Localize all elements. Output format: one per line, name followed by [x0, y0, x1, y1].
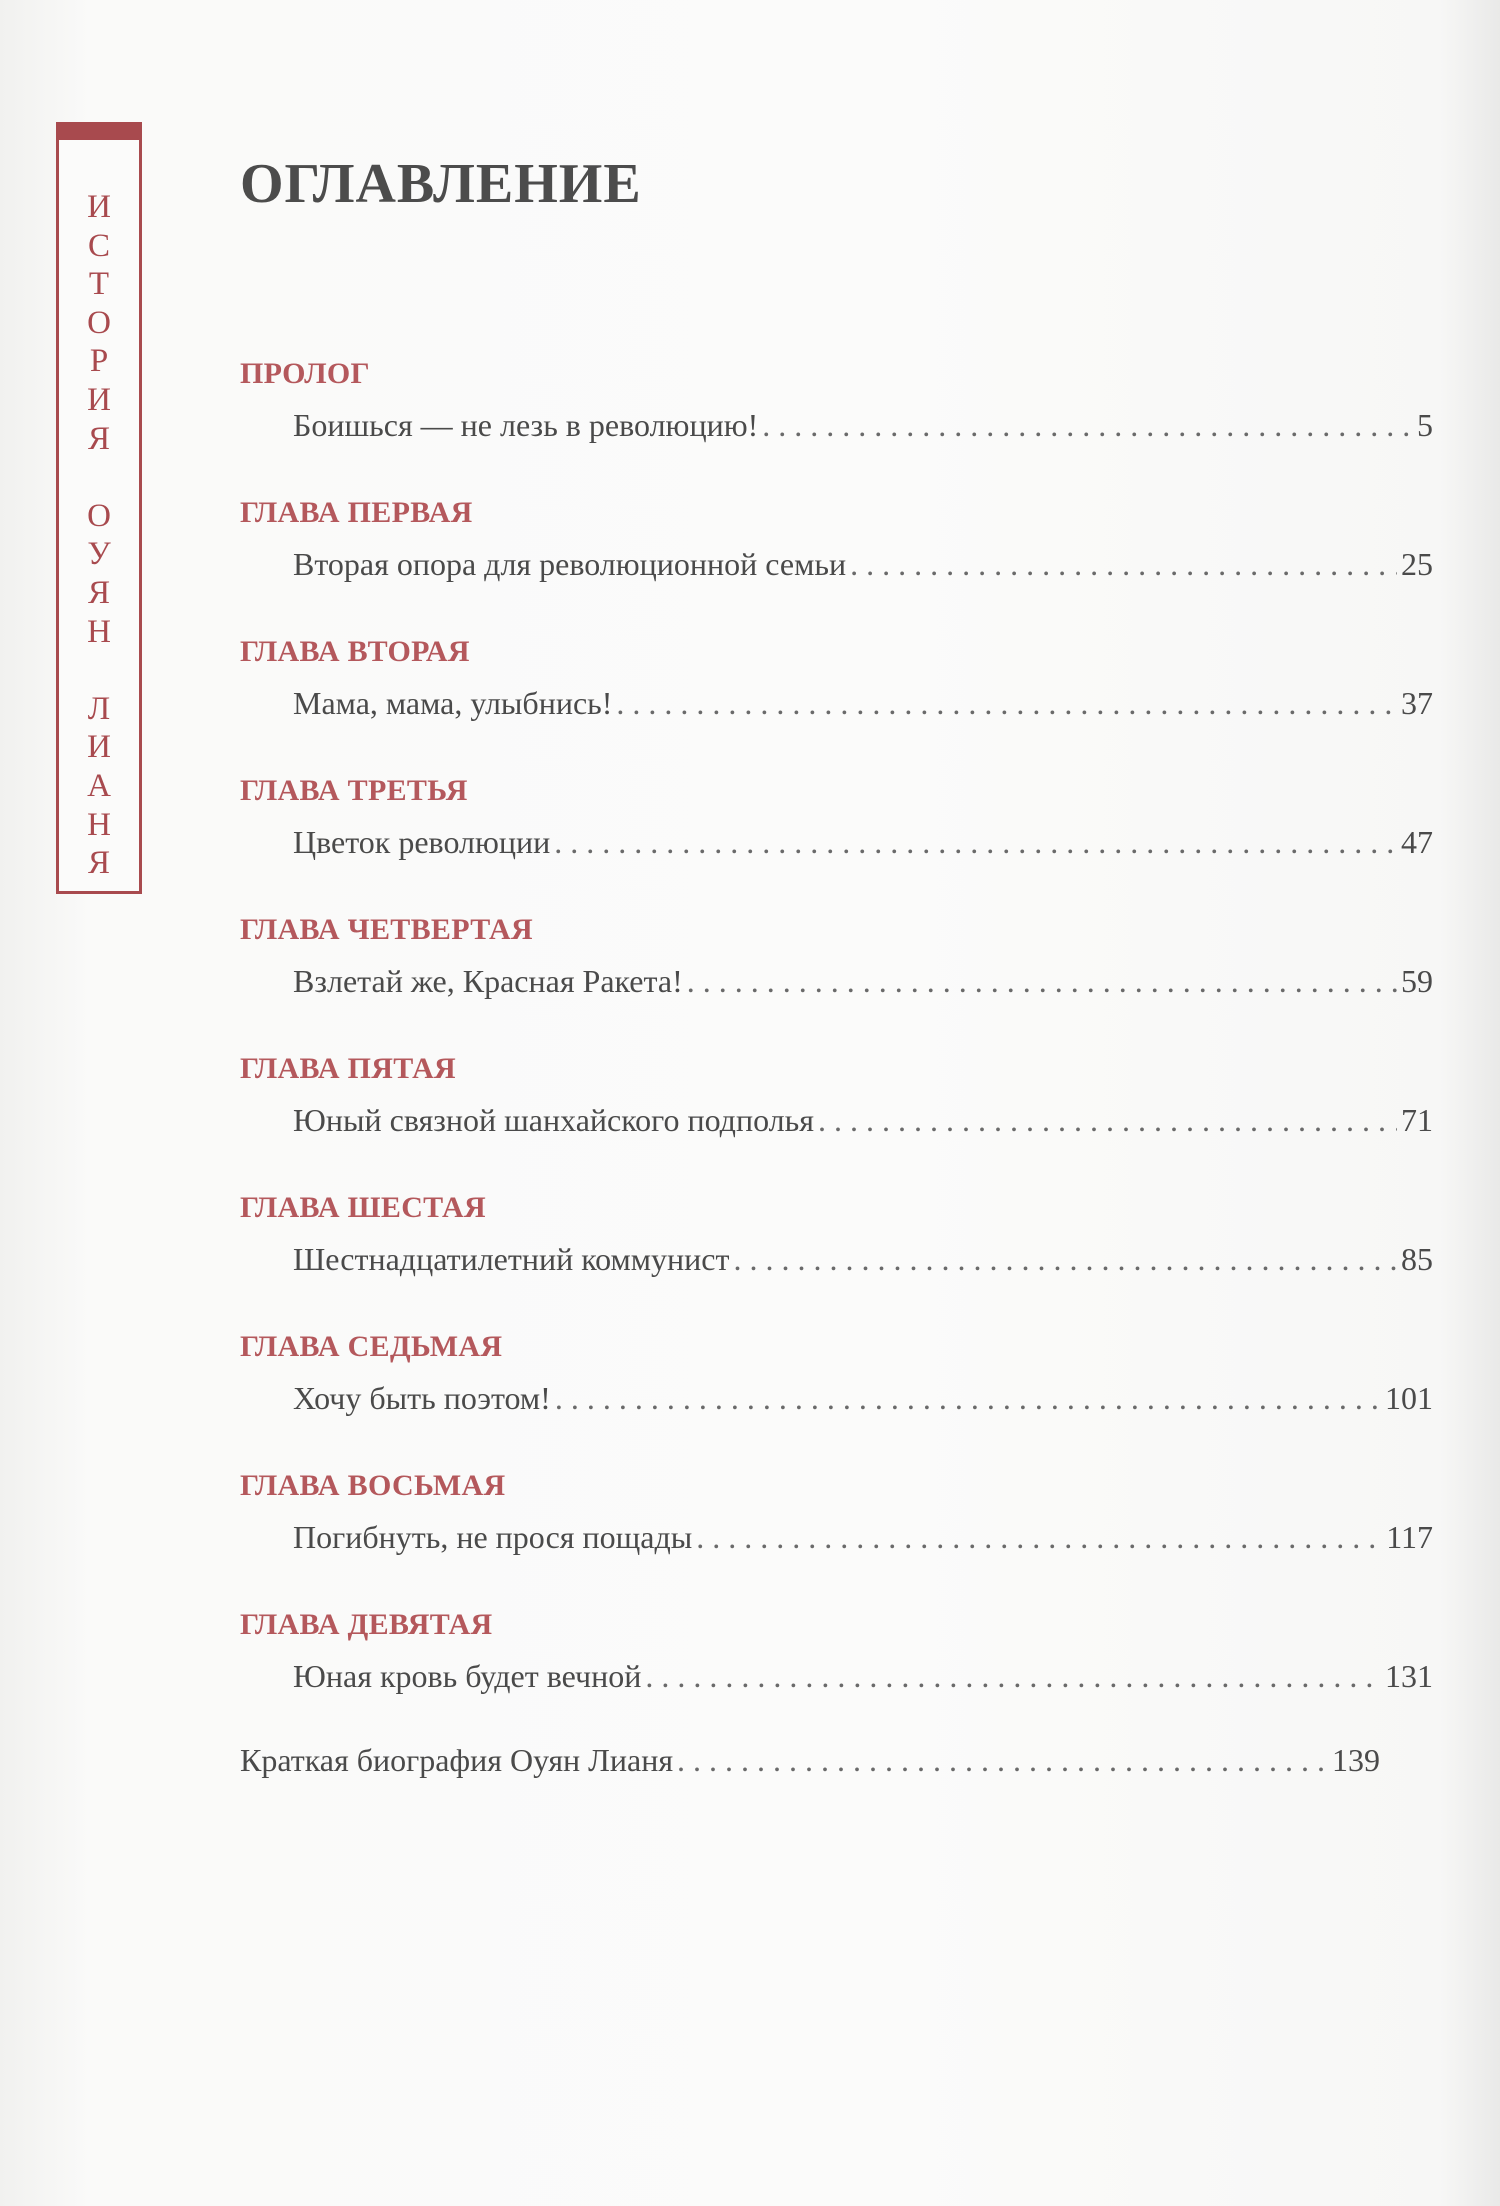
chapter-label: ГЛАВА ШЕСТАЯ	[240, 1191, 486, 1224]
side-tab-letter: О	[87, 304, 111, 341]
chapter-label: ПРОЛОГ	[240, 357, 370, 390]
chapter-label: ГЛАВА ТРЕТЬЯ	[240, 774, 468, 807]
toc-entry-biography[interactable]	[240, 1742, 1380, 1779]
entry-title: Юный связной шанхайского подполья	[293, 1102, 814, 1138]
page-number: 85	[1401, 1241, 1433, 1277]
side-tab-letter: У	[87, 536, 111, 573]
side-tab-letter: Л	[87, 690, 111, 727]
dot-leader	[645, 1658, 1381, 1695]
toc-entry[interactable]	[293, 685, 1433, 722]
toc-entry[interactable]	[293, 1380, 1433, 1417]
side-tab-letter: А	[87, 767, 111, 804]
entry-title: Хочу быть поэтом!	[293, 1380, 551, 1416]
toc-entry[interactable]	[293, 546, 1433, 583]
entry-title: Боишься — не лезь в революцию!	[293, 407, 759, 443]
page-number: 71	[1401, 1102, 1433, 1138]
page-number: 131	[1385, 1658, 1433, 1694]
toc-entry[interactable]	[293, 1241, 1433, 1278]
entry-title: Шестнадцатилетний коммунист	[293, 1241, 730, 1277]
page-number: 117	[1386, 1519, 1433, 1555]
entry-title: Краткая биография Оуян Лианя	[240, 1742, 674, 1778]
page-title: ОГЛАВЛЕНИЕ	[240, 153, 642, 215]
entry-title: Вторая опора для революционной семьи	[293, 546, 847, 582]
side-tab-letter: Н	[87, 613, 111, 650]
side-tab-letter: Я	[87, 574, 110, 611]
dot-leader	[677, 1742, 1328, 1779]
chapter-label: ГЛАВА ПЕРВАЯ	[240, 496, 473, 529]
dot-leader	[555, 1380, 1381, 1417]
page-number: 25	[1401, 546, 1433, 582]
chapter-label: ГЛАВА ПЯТАЯ	[240, 1052, 457, 1085]
side-tab-letter: Я	[87, 420, 110, 457]
toc-entry[interactable]	[293, 407, 1433, 444]
entry-title: Юная кровь будет вечной	[293, 1658, 642, 1694]
entry-title: Взлетай же, Красная Ракета!	[293, 963, 683, 999]
side-tab-letter: О	[87, 497, 111, 534]
page-number: 47	[1401, 824, 1433, 860]
dot-leader	[850, 546, 1397, 583]
side-tab-letter: И	[87, 381, 111, 418]
dot-leader	[616, 685, 1397, 722]
toc-entry[interactable]	[293, 824, 1433, 861]
side-tab-text	[59, 188, 139, 883]
dot-leader	[762, 407, 1413, 444]
side-tab-letter: Я	[87, 845, 110, 882]
toc-entry[interactable]	[293, 963, 1433, 1000]
page-number: 101	[1385, 1380, 1433, 1416]
chapter-label: ГЛАВА ДЕВЯТАЯ	[240, 1608, 493, 1641]
dot-leader	[818, 1102, 1397, 1139]
dot-leader	[554, 824, 1397, 861]
page-number: 59	[1401, 963, 1433, 999]
chapter-label: ГЛАВА ЧЕТВЕРТАЯ	[240, 913, 533, 946]
entry-title: Цветок революции	[293, 824, 551, 860]
dot-leader	[733, 1241, 1397, 1278]
dot-leader	[687, 963, 1397, 1000]
chapter-label: ГЛАВА ВТОРАЯ	[240, 635, 470, 668]
toc-entry[interactable]	[293, 1102, 1433, 1139]
entry-title: Мама, мама, улыбнись!	[293, 685, 613, 721]
chapter-label: ГЛАВА СЕДЬМАЯ	[240, 1330, 503, 1363]
toc-entry[interactable]	[293, 1658, 1433, 1695]
side-tab	[56, 122, 142, 894]
page-number: 37	[1401, 685, 1433, 721]
side-tab-letter: С	[87, 227, 110, 264]
side-tab-letter: Н	[87, 806, 111, 843]
side-tab-letter: Т	[88, 266, 110, 303]
entry-title: Погибнуть, не прося пощады	[293, 1519, 693, 1555]
side-tab-letter: Р	[89, 343, 109, 380]
side-tab-letter: И	[87, 729, 111, 766]
page-number: 139	[1332, 1742, 1380, 1778]
chapter-label: ГЛАВА ВОСЬМАЯ	[240, 1469, 506, 1502]
dot-leader	[696, 1519, 1382, 1556]
toc-entry[interactable]	[293, 1519, 1433, 1556]
side-tab-letter: И	[87, 189, 111, 225]
page-number: 5	[1417, 407, 1433, 443]
